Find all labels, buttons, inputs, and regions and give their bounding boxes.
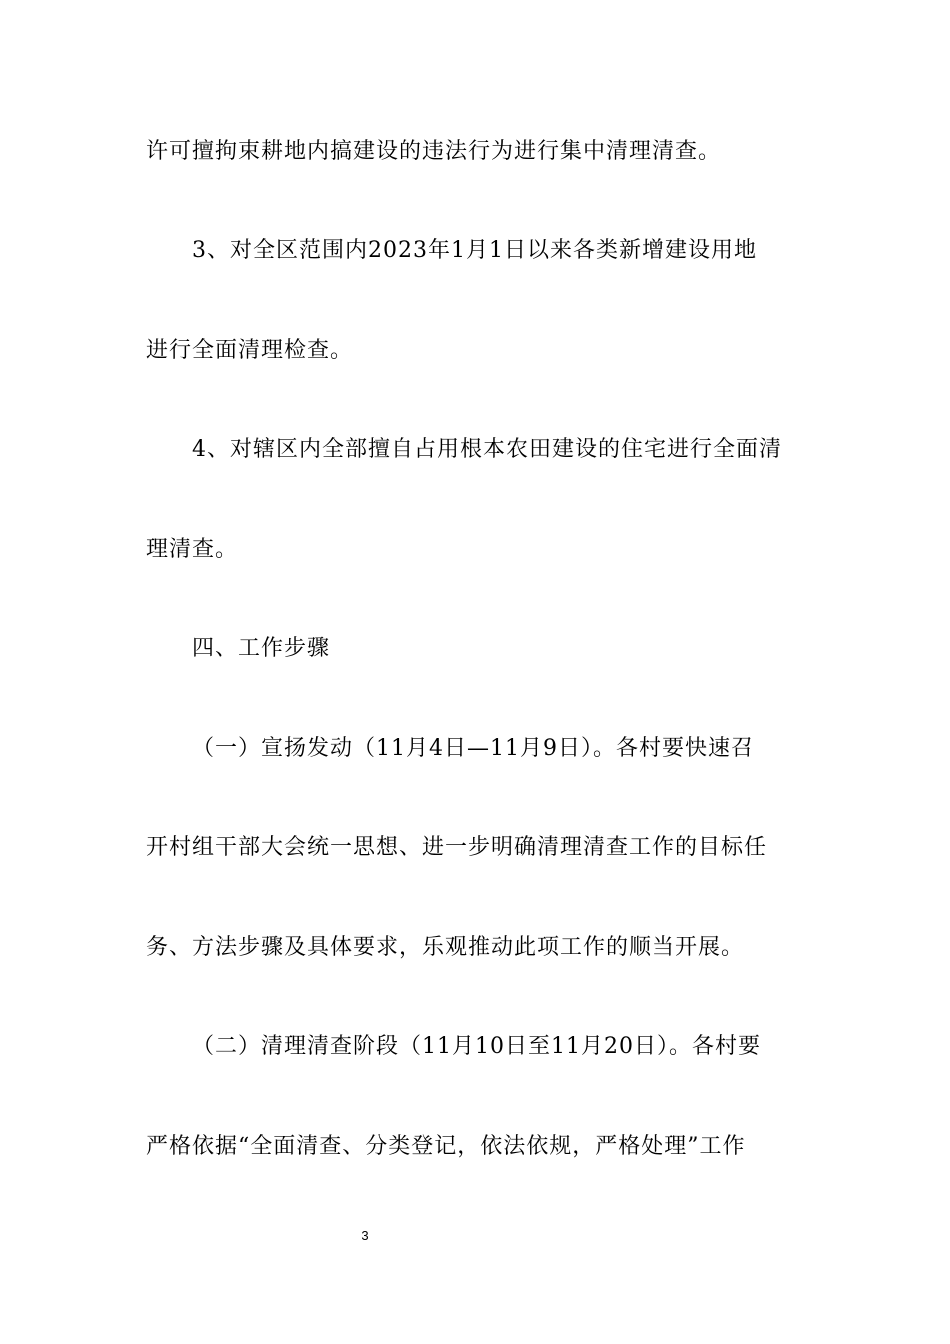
paragraph-line: 严格依据“全面清查、分类登记，依法依规，严格处理”工作 (146, 1134, 746, 1159)
paragraph-line: 进行全面清理检查。 (146, 338, 354, 363)
paragraph-line: 开村组干部大会统一思想、进一步明确清理清查工作的目标任 (146, 835, 768, 860)
paragraph-line: 3、对全区范围内2023年1月1日以来各类新增建设用地 (192, 238, 757, 263)
paragraph-line: 4、对辖区内全部擅自占用根本农田建设的住宅进行全面清 (192, 437, 782, 462)
section-heading: 四、工作步骤 (192, 636, 331, 661)
paragraph-line: 许可擅拘束耕地内搞建设的违法行为进行集中清理清查。 (146, 139, 722, 164)
page-number: 3 (361, 1228, 369, 1243)
paragraph-line: 务、方法步骤及具体要求，乐观推动此项工作的顺当开展。 (146, 935, 745, 960)
paragraph-line: （一）宣扬发动（11月4日—11月9日）。各村要快速召 (192, 736, 754, 761)
paragraph-line: 理清查。 (146, 537, 239, 562)
paragraph-line: （二）清理清查阶段（11月10日至11月20日）。各村要 (192, 1034, 761, 1059)
